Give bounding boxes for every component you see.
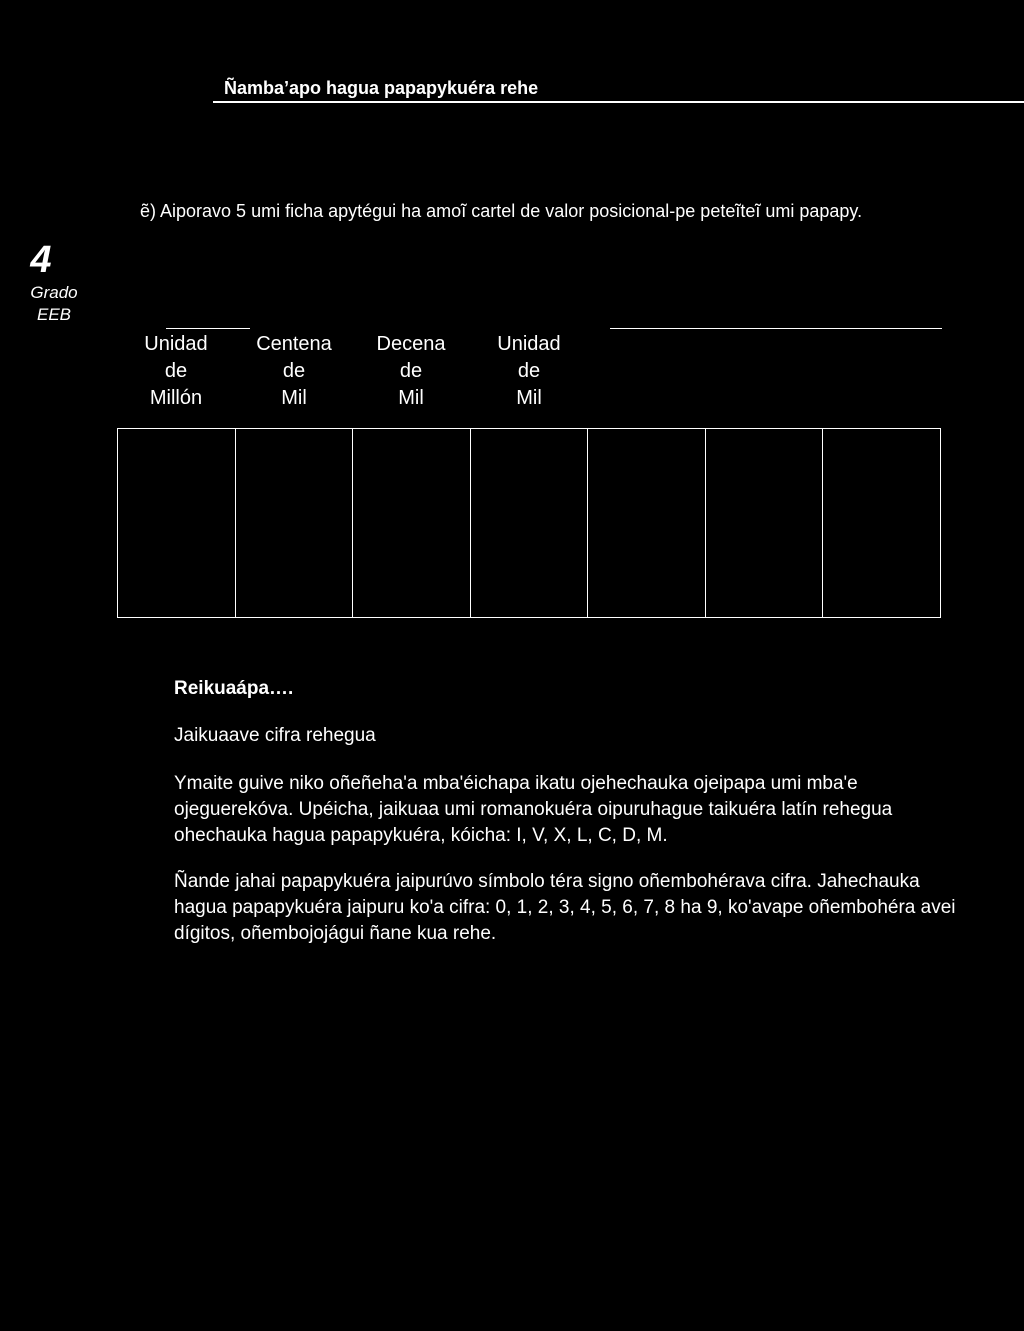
- place-value-chart: [117, 428, 941, 618]
- column-header-line: Unidad: [144, 333, 208, 355]
- column-header-decena-mil: [352, 331, 470, 412]
- grade-level: EEB: [36, 305, 72, 324]
- grade-label: Grado: [30, 283, 78, 302]
- column-header-line: Centena: [256, 333, 332, 355]
- body-paragraph-2: Ñande jahai papapykuéra jaipurúvo símbolo téra signo oñembohérava cifra. Jahechauka hagua papapykuéra jaipuru ko'a cifra: 0, 1, 2, 3, 4, 5, 6, 7, 8 ha 9, ko'avape oñembohéra avei dígitos, oñembojojágui ñane kua rehe.: [174, 871, 956, 944]
- column-header-line: de: [399, 360, 423, 382]
- body-paragraph-1: Ymaite guive niko oñeñeha'a mba'éichapa ikatu ojehechauka ojeipapa umi mba'e ojeguerekóva. Upéicha, jaikuaa umi romanokuéra oipuruhague taikuéra latín rehegua ohechauka hagua papapykuéra, kóicha: I, V, X, L, C, D, M.: [174, 773, 893, 846]
- column-header-line: Unidad: [497, 333, 561, 355]
- column-header-line: Millón: [149, 387, 203, 409]
- place-value-cell[interactable]: [118, 429, 236, 618]
- section-title: Reikuaápa….: [174, 678, 294, 699]
- column-header-line: de: [164, 360, 188, 382]
- column-header-line: Mil: [398, 387, 424, 409]
- place-value-cell[interactable]: [353, 429, 471, 618]
- place-value-cell[interactable]: [588, 429, 706, 618]
- header-top-rule: [610, 328, 942, 329]
- exercise-instruction: ẽ) Aiporavo 5 umi ficha apytégui ha amoĩ cartel de valor posicional-pe peteĩteĩ umi papapy.: [140, 201, 863, 221]
- column-header-unidad-millon: [117, 331, 235, 412]
- place-value-cell[interactable]: [470, 429, 588, 618]
- column-header-line: de: [282, 360, 306, 382]
- place-value-cell[interactable]: [235, 429, 353, 618]
- page-header-title: Ñamba’apo hagua papapykuéra rehe: [224, 78, 539, 98]
- column-header-unidad-mil: [470, 331, 588, 412]
- place-value-headers: [117, 331, 943, 415]
- header-divider: [213, 101, 1024, 103]
- column-header-line: Mil: [516, 387, 542, 409]
- place-value-cell[interactable]: [823, 429, 941, 618]
- place-value-cell[interactable]: [705, 429, 823, 618]
- header-top-rule: [166, 328, 250, 329]
- column-header-centena-mil: [235, 331, 353, 412]
- grade-number: 4: [30, 239, 52, 281]
- column-header-line: Mil: [281, 387, 307, 409]
- grade-badge: [14, 238, 94, 326]
- column-header-line: de: [517, 360, 541, 382]
- column-header-line: Decena: [376, 333, 446, 355]
- place-value-row: [118, 429, 941, 618]
- section-subtitle: Jaikuaave cifra rehegua: [174, 725, 376, 746]
